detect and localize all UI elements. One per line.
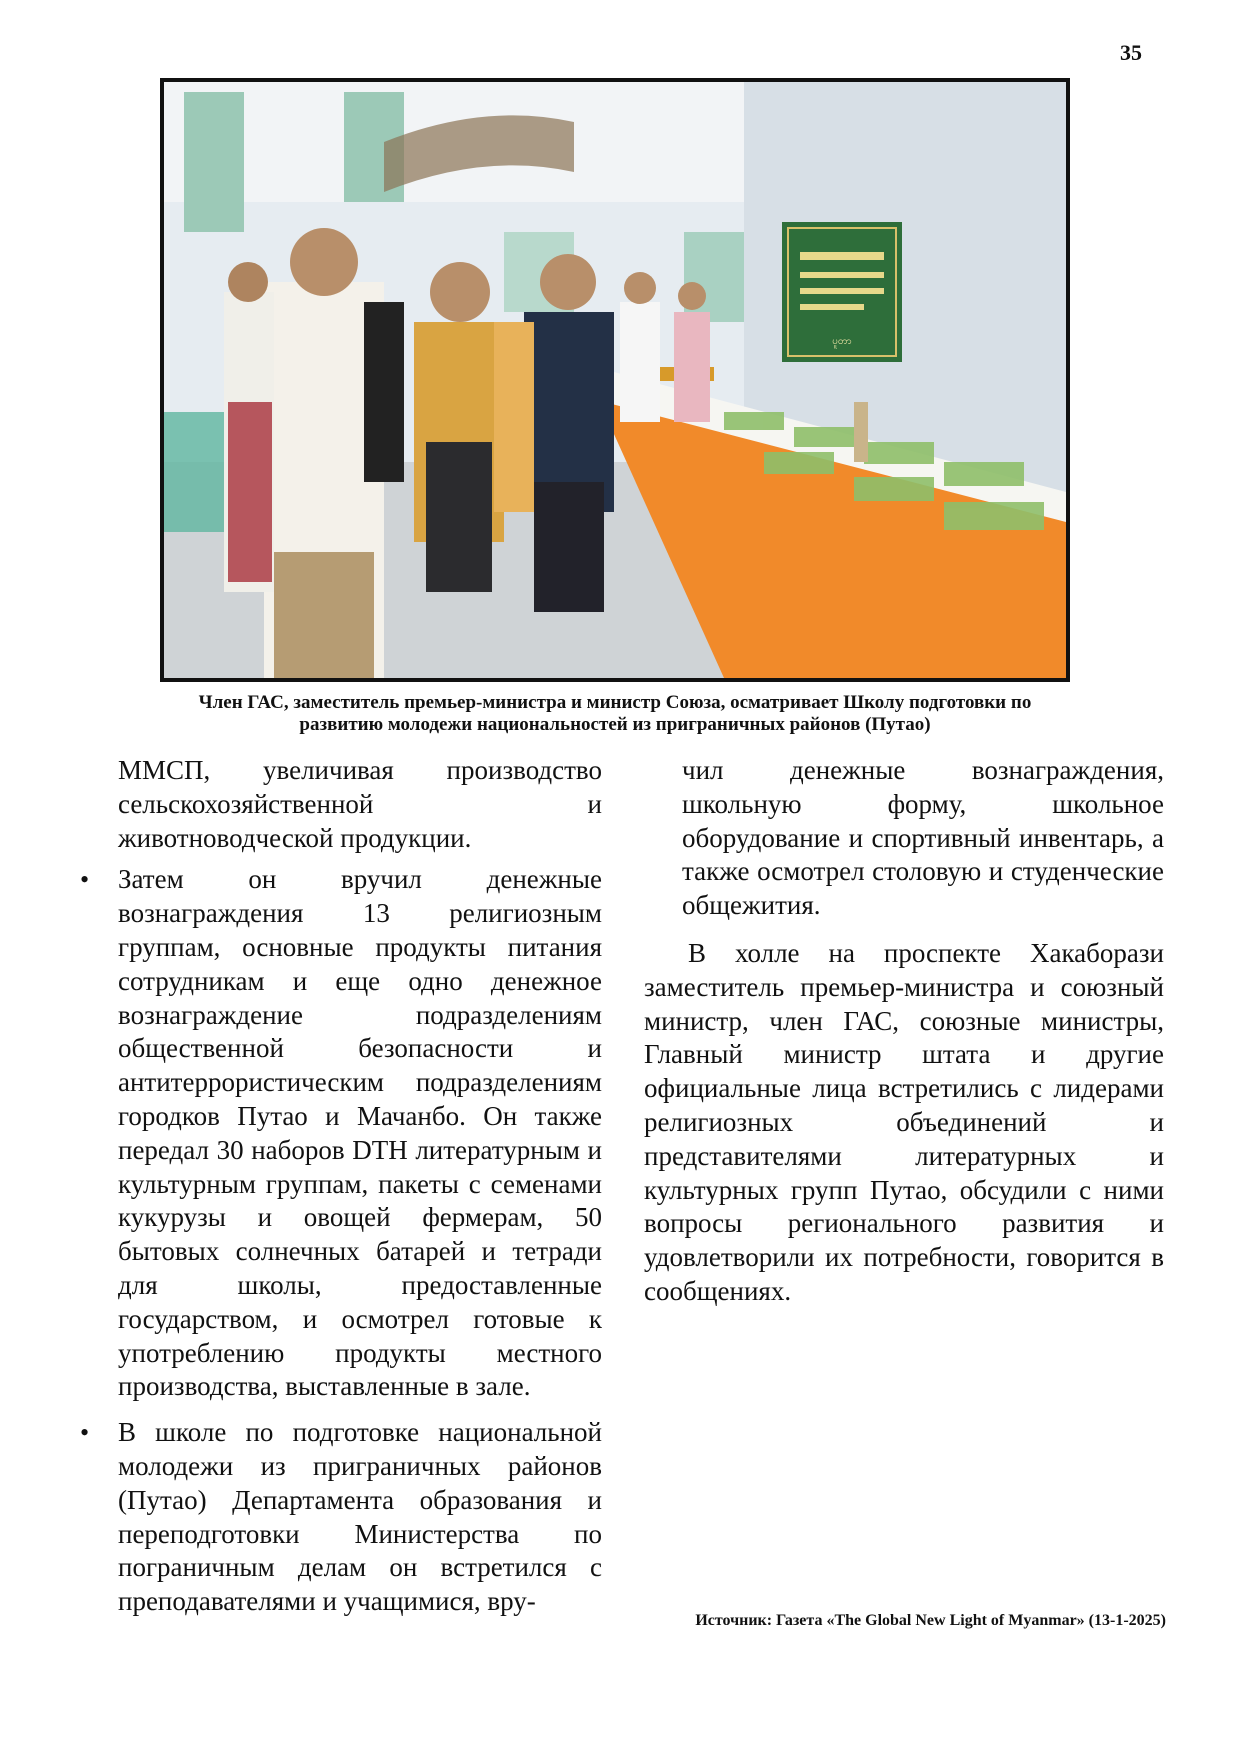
caption-line-1: Член ГАС, заместитель премьер-министра и министр Союза, осматривает Школу подготовки по xyxy=(198,692,1032,713)
bullet-text-2: В школе по подготовке национальной молодежи из приграничных районов (Путао) Департамента образования и переподготовки Министерства по пограничным делам он встретился с преподавателями и учащимися, вру- xyxy=(118,1417,602,1617)
bullet-icon: • xyxy=(80,1418,90,1448)
photo-caption xyxy=(150,692,1080,736)
page-number: 35 xyxy=(1120,40,1142,65)
bullet-text-1: Затем он вручил денежные вознаграждения 13 религиозным группам, основные продукты питания сотрудникам и еще одно денежное вознаграждение подразделениям общественной безопасности и антитеррористическим подразделениям городков Путао и Мачанбо. Он также передал 30 наборов DTH литературным и культурным группам, пакеты с семенами кукурузы и овощей фермерам, 50 бытовых солнечных батарей и тетради для школы, предоставленные государством, и осмотрел готовые к употреблению продукты местного производства, выставленные в зале. xyxy=(118,864,602,1402)
banner-text: ပူတာ xyxy=(832,336,852,347)
bullet-icon: • xyxy=(80,865,90,895)
right-column xyxy=(644,754,1164,1309)
left-column xyxy=(80,754,602,1631)
bullet-item-1 xyxy=(80,863,602,1404)
left-intro-paragraph: ММСП, увеличивая производство сельскохозяйственной и животноводческой продукции. xyxy=(118,755,602,853)
event-photo xyxy=(160,78,1070,682)
right-continuation-paragraph: чил денежные вознаграждения, школьную форму, школьное оборудование и спортивный инвентарь, а также осмотрел столовую и студенческие общежития. xyxy=(682,755,1164,921)
event-photo-illustration xyxy=(164,82,1066,678)
source-credit: Источник: Газета «The Global New Light of Myanmar» (13-1-2025) xyxy=(695,1612,1166,1629)
caption-line-2: развитию молодежи национальностей из приграничных районов (Путао) xyxy=(299,714,931,735)
right-main-paragraph: В холле на проспекте Хакаборази заместитель премьер-министра и союзный министр, член ГАС, союзные министры, Главный министр штата и другие официальные лица встретились с лидерами религиозных объединений и представителями литературных и культурных групп Путао, обсудили с ними вопросы регионального развития и удовлетворили их потребности, говорится в сообщениях. xyxy=(644,937,1164,1306)
bullet-item-2 xyxy=(80,1416,602,1619)
